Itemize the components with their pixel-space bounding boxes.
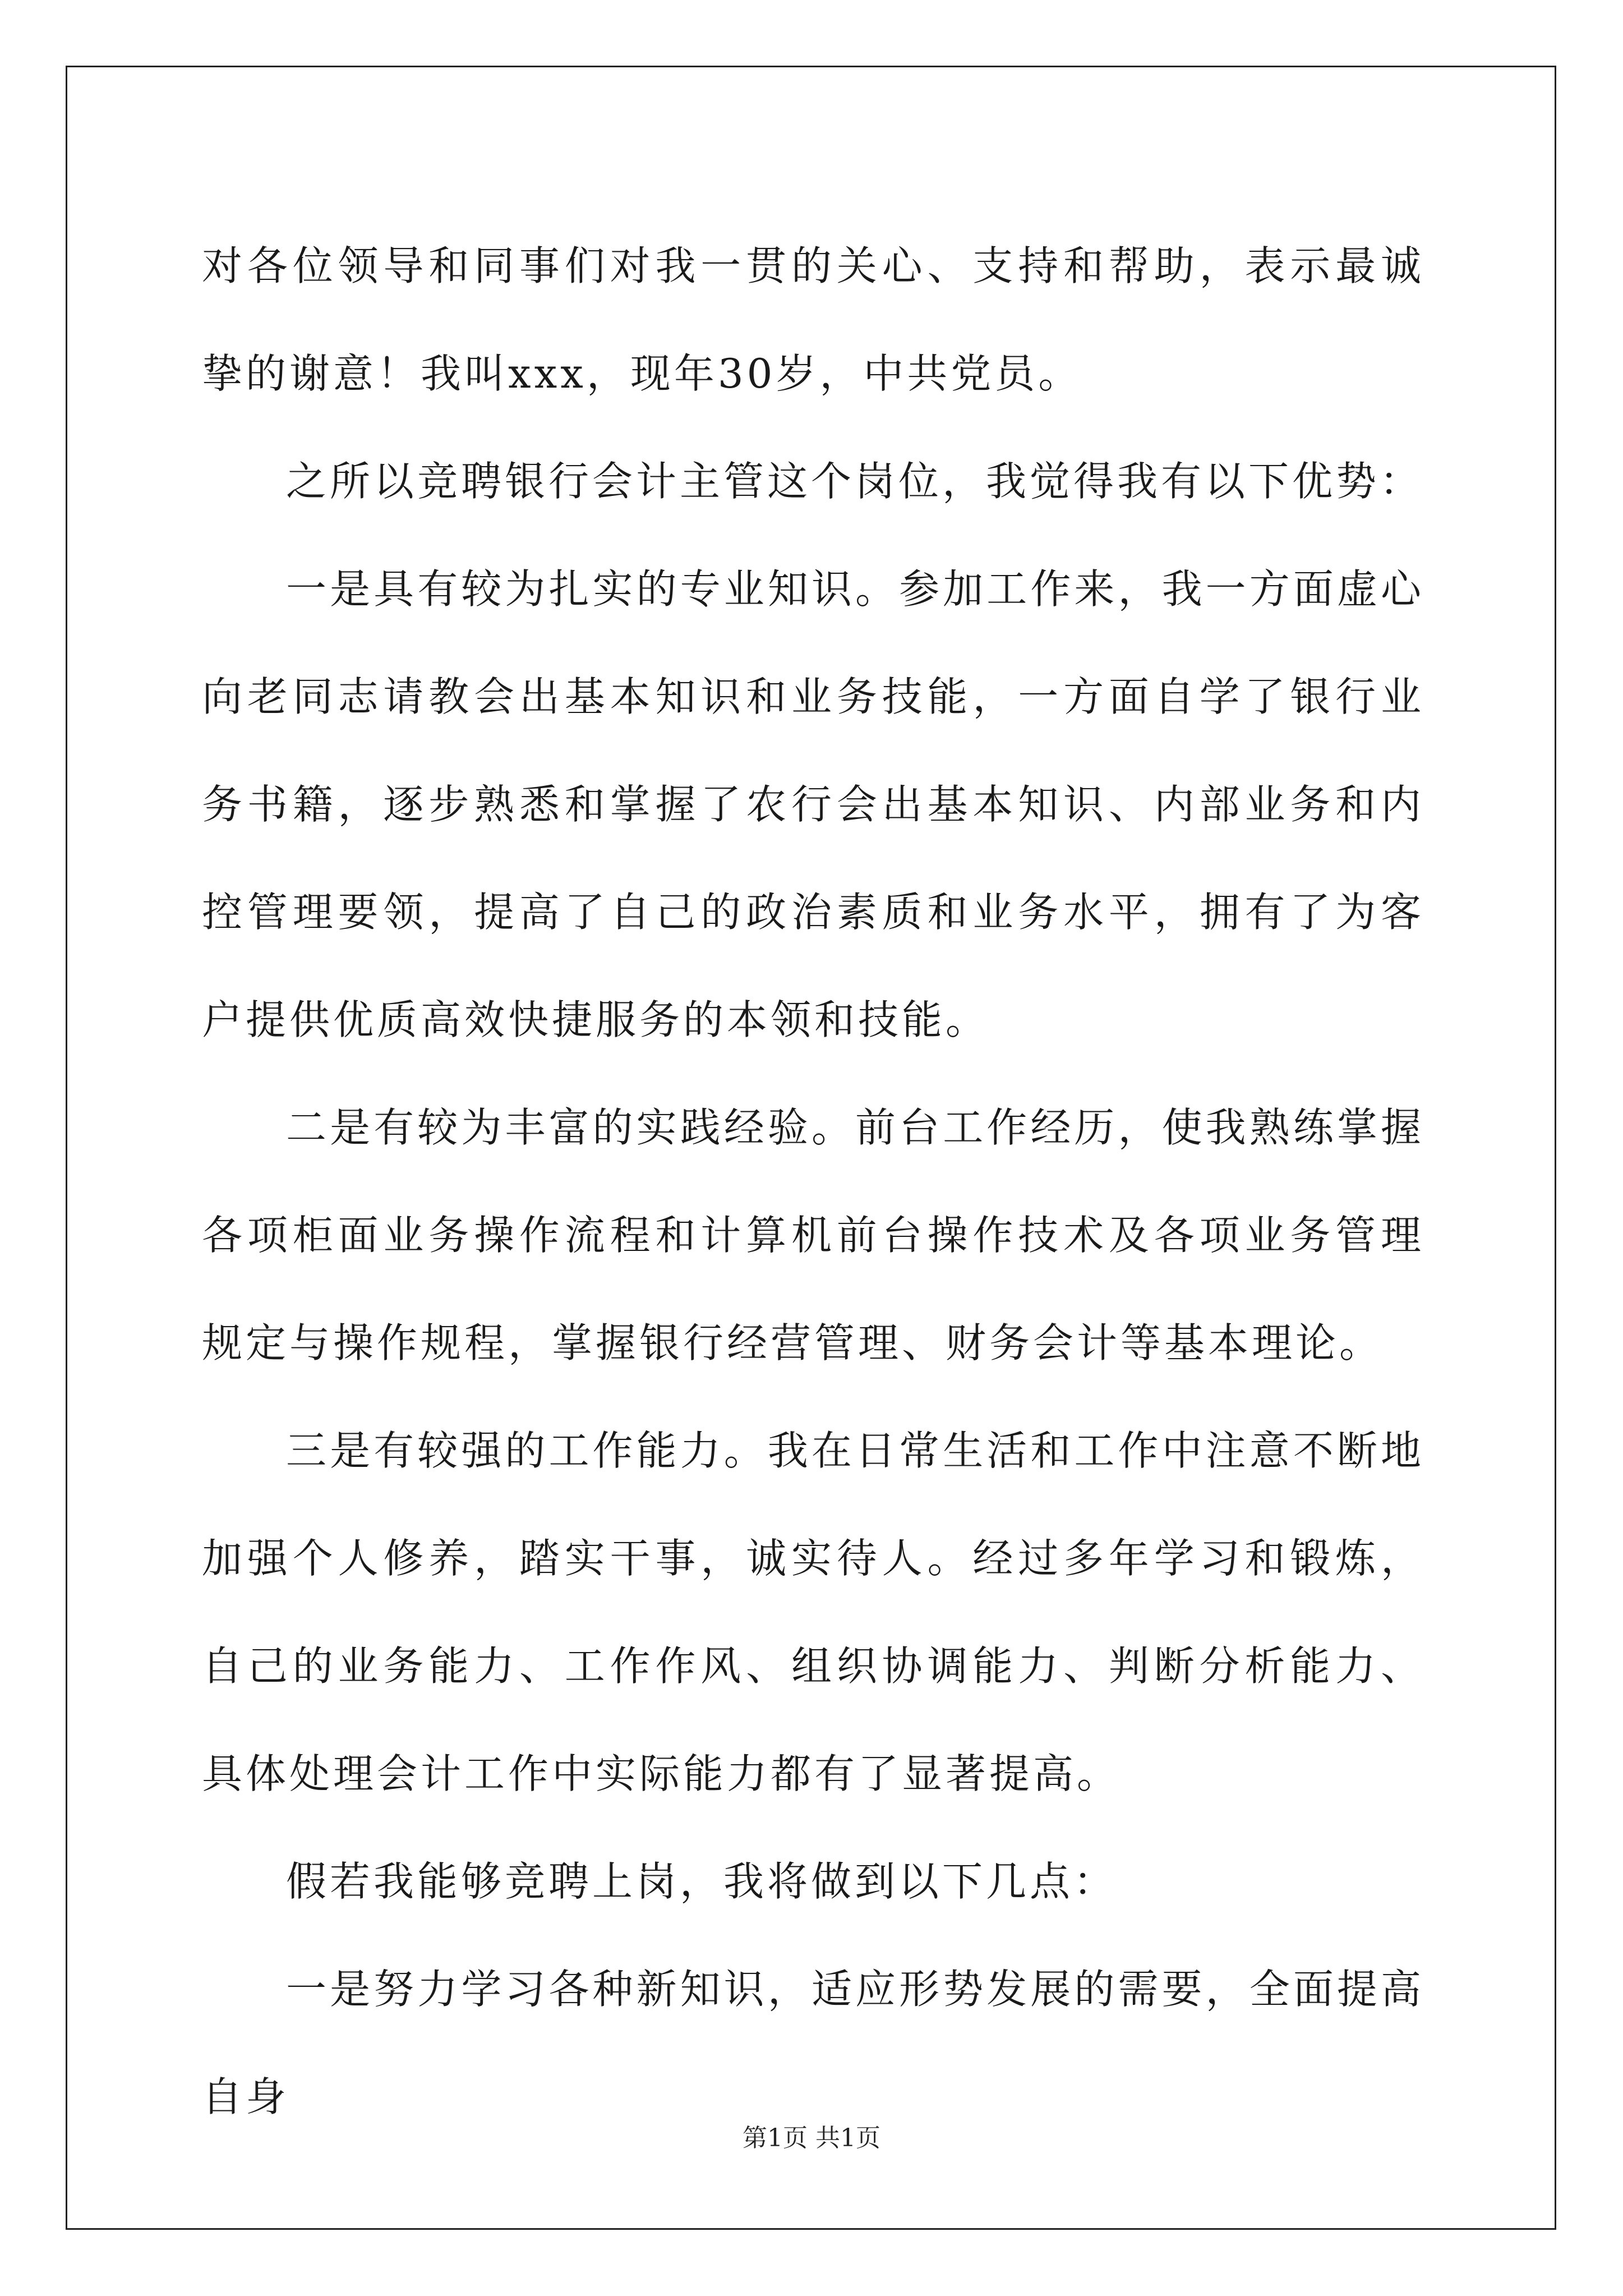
paragraph-6: 假若我能够竞聘上岗，我将做到以下几点： [286, 1858, 1118, 1905]
page-footer: 第1页 共1页 [743, 2124, 880, 2152]
paragraph-2: 之所以竞聘银行会计主管这个岗位，我觉得我有以下优势： [286, 458, 1424, 505]
paragraph-4: 二是有较为丰富的实践经验。前台工作经历，使我熟练掌握各项柜面业务操作流程和计算机前台操作技术及各项业务管理规定与操作规程，掌握银行经营管理、财务会计等基本理论。 [202, 1104, 1424, 1366]
paragraph-3: 一是具有较为扎实的专业知识。参加工作来，我一方面虚心向老同志请教会出基本知识和业务技能，一方面自学了银行业务书籍，逐步熟悉和掌握了农行会出基本知识、内部业务和内控管理要领，提高了自己的政治素质和业务水平，拥有了为客户提供优质高效快捷服务的本领和技能。 [202, 565, 1424, 1043]
paragraph-7: 一是努力学习各种新知识，适应形势发展的需要，全面提高自身 [202, 1966, 1424, 2120]
paragraph-5: 三是有较强的工作能力。我在日常生活和工作中注意不断地加强个人修养，踏实干事，诚实待人。经过多年学习和锻炼，自己的业务能力、工作作风、组织协调能力、判断分析能力、具体处理会计工作中实际能力都有了显著提高。 [202, 1427, 1424, 1797]
paragraph-1: 对各位领导和同事们对我一贯的关心、支持和帮助，表示最诚挚的谢意！我叫xxx，现年30岁，中共党员。 [202, 242, 1424, 397]
document-body [202, 212, 1424, 2151]
